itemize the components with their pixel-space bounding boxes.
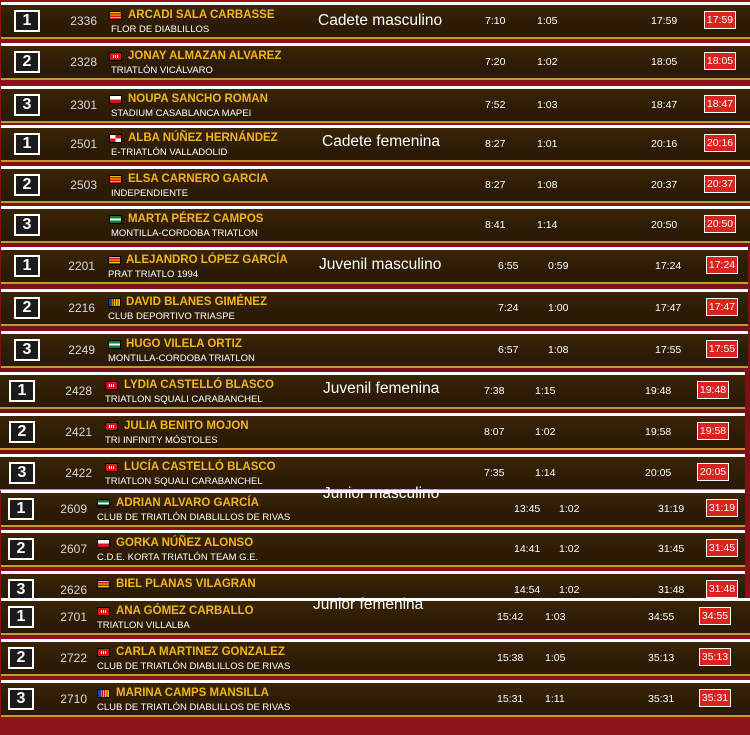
athlete-name[interactable]: LYDIA CASTELLÓ BLASCO: [124, 379, 274, 391]
result-row[interactable]: [1, 206, 750, 243]
club-name: STADIUM CASABLANCA MAPEI: [111, 108, 252, 119]
club-name: TRIATLÓN VICÁLVARO: [111, 65, 213, 76]
club-name: TRIATLON SQUALI CARABANCHEL: [105, 394, 263, 405]
cataluna-flag-icon: [109, 11, 122, 20]
club-name: CLUB DE TRIATLÓN DIABLILLOS DE RIVAS: [97, 661, 291, 672]
castilla-leon-flag-icon: [109, 134, 122, 143]
split-time-3: 20:16: [651, 138, 678, 150]
athlete-name[interactable]: NOUPA SANCHO ROMAN: [128, 93, 268, 105]
position-badge: 2: [14, 174, 40, 196]
madrid-flag-icon: [105, 463, 118, 472]
position-badge: 3: [8, 579, 34, 601]
total-time-badge: 31:48: [706, 580, 738, 598]
club-name: CLUB DEPORTIVO TRIASPE: [108, 311, 235, 322]
split-time-2: 1:00: [548, 302, 569, 314]
split-time-1: 15:42: [497, 611, 524, 623]
club-name: FLOR DE DIABLILLOS: [111, 24, 210, 35]
split-time-1: 13:45: [514, 503, 541, 515]
split-time-1: 6:55: [498, 260, 519, 272]
madrid-flag-icon: [97, 648, 110, 657]
position-badge: 3: [14, 94, 40, 116]
club-name: CLUB DE TRIATLÓN DIABLILLOS DE RIVAS: [97, 702, 291, 713]
athlete-name[interactable]: GORKA NÚÑEZ ALONSO: [116, 537, 254, 549]
athlete-name[interactable]: CARLA MARTINEZ GONZALEZ: [116, 646, 285, 658]
club-name: MONTILLA-CORDOBA TRIATLON: [108, 353, 255, 364]
cataluna-flag-icon: [109, 175, 122, 184]
bib-number: 2501: [70, 137, 97, 151]
bib-number: 2336: [70, 14, 97, 28]
split-time-1: 15:38: [497, 652, 524, 664]
total-time-badge: 35:31: [699, 689, 731, 707]
cataluna-flag-icon: [97, 580, 110, 589]
andalucia-flag-icon: [109, 215, 122, 224]
split-time-3: 31:48: [658, 584, 685, 596]
position-badge: 1: [14, 133, 40, 155]
split-time-1: 8:41: [485, 219, 506, 231]
split-time-2: 1:08: [537, 179, 558, 191]
split-time-3: 19:48: [645, 385, 672, 397]
split-time-3: 17:55: [655, 344, 682, 356]
bib-number: 2422: [65, 466, 92, 480]
split-time-1: 15:31: [497, 693, 524, 705]
split-time-3: 17:47: [655, 302, 682, 314]
total-time-badge: 19:58: [697, 422, 729, 440]
split-time-1: 14:41: [514, 543, 541, 555]
total-time-badge: 31:19: [706, 499, 738, 517]
result-row[interactable]: [1, 680, 750, 717]
athlete-name[interactable]: ADRIAN ALVARO GARCÍA: [116, 497, 259, 509]
position-badge: 2: [8, 647, 34, 669]
split-time-2: 1:03: [545, 611, 566, 623]
split-time-2: 1:02: [559, 503, 580, 515]
split-time-1: 14:54: [514, 584, 541, 596]
bib-number: 2216: [68, 301, 95, 315]
split-time-2: 1:01: [537, 138, 558, 150]
split-time-2: 1:02: [559, 584, 580, 596]
split-time-1: 8:07: [484, 426, 505, 438]
valencia-flag-icon: [108, 298, 121, 307]
result-row[interactable]: [1, 43, 750, 80]
position-badge: 1: [14, 10, 40, 32]
club-name: MONTILLA-CORDOBA TRIATLON: [111, 228, 258, 239]
bib-number: 2249: [68, 343, 95, 357]
club-name: INDEPENDIENTE: [111, 188, 189, 199]
bib-number: 2421: [65, 425, 92, 439]
split-time-2: 1:14: [537, 219, 558, 231]
split-time-3: 20:50: [651, 219, 678, 231]
result-row[interactable]: [1, 166, 750, 203]
club-name: E-TRIATLÓN VALLADOLID: [111, 147, 228, 158]
extremadura-flag-icon: [97, 499, 110, 508]
bib-number: 2201: [68, 259, 95, 273]
athlete-name[interactable]: JONAY ALMAZAN ALVAREZ: [128, 50, 282, 62]
split-time-1: 8:27: [485, 179, 506, 191]
athlete-name[interactable]: ALEJANDRO LÓPEZ GARCÍA: [126, 254, 288, 266]
split-time-2: 1:05: [545, 652, 566, 664]
category-label: Junior femenina: [313, 596, 424, 613]
madrid-flag-icon: [105, 422, 118, 431]
club-name: TRIATLON SQUALI CARABANCHEL: [105, 476, 263, 487]
position-badge: 2: [14, 297, 40, 319]
club-name: TRIATLON VILLALBA: [97, 620, 190, 631]
total-time-badge: 20:05: [697, 463, 729, 481]
position-badge: 3: [14, 214, 40, 236]
valencia-flag-icon: [97, 689, 110, 698]
position-badge: 1: [9, 380, 35, 402]
total-time-badge: 31:45: [706, 539, 738, 557]
athlete-name[interactable]: ARCADI SALA CARBASSE: [128, 9, 275, 21]
madrid-flag-icon: [97, 607, 110, 616]
split-time-3: 18:05: [651, 56, 678, 68]
total-time-badge: 17:47: [706, 298, 738, 316]
bib-number: 2328: [70, 55, 97, 69]
bib-number: 2710: [60, 692, 87, 706]
position-badge: 1: [8, 606, 34, 628]
position-badge: 2: [8, 538, 34, 560]
athlete-name[interactable]: ALBA NÚÑEZ HERNÁNDEZ: [128, 132, 278, 144]
bib-number: 2701: [60, 610, 87, 624]
total-time-badge: 35:13: [699, 648, 731, 666]
club-name: PRAT TRIATLO 1994: [108, 269, 199, 280]
split-time-3: 19:58: [645, 426, 672, 438]
total-time-badge: 18:47: [704, 95, 736, 113]
athlete-name[interactable]: ANA GÓMEZ CARBALLO: [116, 605, 254, 617]
split-time-3: 20:37: [651, 179, 678, 191]
athlete-name[interactable]: JULIA BENITO MOJON: [124, 420, 249, 432]
split-time-2: 0:59: [548, 260, 569, 272]
result-row[interactable]: [1, 86, 750, 123]
result-row[interactable]: [1, 289, 748, 326]
category-label: Cadete masculino: [318, 12, 443, 29]
split-time-1: 7:38: [484, 385, 505, 397]
athlete-name[interactable]: LUCÍA CASTELLÓ BLASCO: [124, 461, 276, 473]
total-time-badge: 17:59: [704, 11, 736, 29]
split-time-1: 6:57: [498, 344, 519, 356]
bib-number: 2301: [70, 98, 97, 112]
split-time-3: 17:24: [655, 260, 682, 272]
total-time-badge: 20:16: [704, 134, 736, 152]
split-time-2: 1:15: [535, 385, 556, 397]
total-time-badge: 18:05: [704, 52, 736, 70]
split-time-3: 17:59: [651, 15, 678, 27]
split-time-2: 1:14: [535, 467, 556, 479]
athlete-name[interactable]: ELSA CARNERO GARCIA: [128, 173, 269, 185]
athlete-name[interactable]: MARTA PÉREZ CAMPOS: [128, 213, 264, 225]
split-time-1: 7:35: [484, 467, 505, 479]
category-label: Junior masculino: [323, 485, 440, 502]
total-time-badge: 20:37: [704, 175, 736, 193]
split-time-3: 34:55: [648, 611, 675, 623]
bib-number: 2607: [60, 542, 87, 556]
total-time-badge: 19:48: [697, 381, 729, 399]
position-badge: 1: [14, 255, 40, 277]
cantabria-flag-icon: [97, 539, 110, 548]
split-time-2: 1:08: [548, 344, 569, 356]
bib-number: 2428: [65, 384, 92, 398]
total-time-badge: 17:24: [706, 256, 738, 274]
split-time-2: 1:02: [537, 56, 558, 68]
bib-number: 2722: [60, 651, 87, 665]
split-time-1: 7:20: [485, 56, 506, 68]
result-row[interactable]: [0, 413, 745, 450]
athlete-name[interactable]: DAVID BLANES GIMÉNEZ: [126, 296, 267, 308]
athlete-name[interactable]: HUGO VILELA ORTIZ: [126, 338, 242, 350]
result-row[interactable]: [1, 639, 750, 676]
result-row[interactable]: [1, 530, 745, 567]
madrid-flag-icon: [109, 52, 122, 61]
athlete-name[interactable]: MARINA CAMPS MANSILLA: [116, 687, 269, 699]
position-badge: 3: [14, 339, 40, 361]
split-time-3: 18:47: [651, 99, 678, 111]
club-name: TRI INFINITY MÓSTOLES: [105, 435, 218, 446]
split-time-3: 31:45: [658, 543, 685, 555]
position-badge: 2: [14, 51, 40, 73]
club-name: CLUB DE TRIATLÓN DIABLILLOS DE RIVAS: [97, 512, 291, 523]
position-badge: 3: [8, 688, 34, 710]
category-label: Juvenil femenina: [323, 380, 440, 397]
split-time-3: 31:19: [658, 503, 685, 515]
result-row[interactable]: [1, 331, 748, 368]
total-time-badge: 20:50: [704, 215, 736, 233]
position-badge: 3: [9, 462, 35, 484]
position-badge: 2: [9, 421, 35, 443]
total-time-badge: 34:55: [699, 607, 731, 625]
bib-number: 2626: [60, 583, 87, 597]
bib-number: 2503: [70, 178, 97, 192]
split-time-3: 35:13: [648, 652, 675, 664]
split-time-1: 7:10: [485, 15, 506, 27]
club-name: C.D.E. KORTA TRIATLÓN TEAM G.E.: [97, 552, 259, 563]
melilla-flag-icon: [109, 95, 122, 104]
madrid-flag-icon: [105, 381, 118, 390]
split-time-3: 35:31: [648, 693, 675, 705]
split-time-3: 20:05: [645, 467, 672, 479]
split-time-2: 1:02: [559, 543, 580, 555]
split-time-2: 1:03: [537, 99, 558, 111]
position-badge: 1: [8, 498, 34, 520]
athlete-name[interactable]: BIEL PLANAS VILAGRAN: [116, 578, 256, 590]
split-time-1: 8:27: [485, 138, 506, 150]
split-time-1: 7:52: [485, 99, 506, 111]
split-time-2: 1:02: [535, 426, 556, 438]
split-time-2: 1:05: [537, 15, 558, 27]
category-label: Juvenil masculino: [319, 256, 442, 273]
category-label: Cadete femenina: [322, 133, 441, 150]
cataluna-flag-icon: [108, 256, 121, 265]
bib-number: 2609: [60, 502, 87, 516]
split-time-2: 1:11: [545, 693, 565, 705]
total-time-badge: 17:55: [706, 340, 738, 358]
split-time-1: 7:24: [498, 302, 519, 314]
andalucia-flag-icon: [108, 340, 121, 349]
